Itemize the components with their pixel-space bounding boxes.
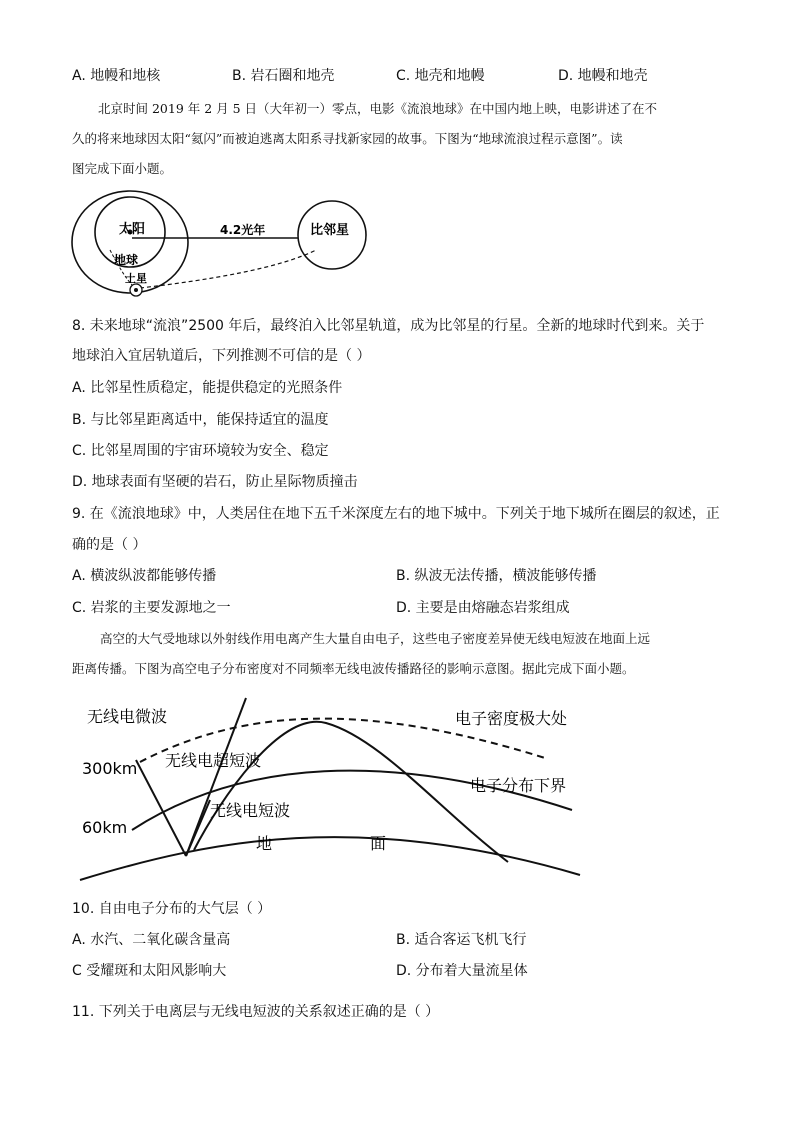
q11-stem: 11. 下列关于电离层与无线电短波的关系叙述正确的是（ ） — [72, 1004, 440, 1020]
q9-option-c: C. 岩浆的主要发源地之一 — [72, 600, 231, 616]
q8-option-d: D. 地球表面有坚硬的岩石，防止星际物质撞击 — [72, 474, 358, 490]
q8-option-a: A. 比邻星性质稳定，能提供稳定的光照条件 — [72, 380, 343, 396]
q7-option-a: A. 地幔和地核 — [72, 68, 161, 84]
q10-option-b: B. 适合客运飞机飞行 — [396, 932, 527, 948]
q9-option-d: D. 主要是由熔融态岩浆组成 — [396, 600, 570, 616]
passage2-line1: 高空的大气受地球以外射线作用电离产生大量自由电子，这些电子密度差异使无线电短波在地面上远 — [100, 631, 651, 646]
q8-option-c: C. 比邻星周围的宇宙环境较为安全、稳定 — [72, 443, 329, 459]
earth-label: 地球 — [114, 253, 139, 267]
q9-option-b: B. 纵波无法传播，横波能够传播 — [396, 568, 597, 584]
q9-stem-line2: 确的是（ ） — [72, 537, 147, 553]
saturn-dot — [134, 288, 138, 292]
radio-wave-diagram — [60, 690, 600, 890]
height-60-label: 60km — [82, 818, 128, 837]
passage2-line2: 距离传播。下图为高空电子分布密度对不同频率无线电波传播路径的影响示意图。据此完成下面小题。 — [72, 661, 635, 676]
passage1-line1: 北京时间 2019 年 2 月 5 日（大年初一）零点，电影《流浪地球》在中国内地上映，电影讲述了在不 — [98, 101, 658, 116]
q9-stem-line1: 9. 在《流浪地球》中，人类居住在地下五千米深度左右的地下城中。下列关于地下城所在圈层的叙述，正 — [72, 506, 720, 522]
saturn-label: 土星 — [125, 272, 147, 285]
microwave-path-right — [186, 698, 246, 856]
earth-wandering-diagram — [60, 190, 380, 305]
q7-option-c: C. 地壳和地幔 — [396, 68, 485, 84]
distance-label: 4.2光年 — [220, 223, 266, 237]
proxima-label: 比邻星 — [310, 223, 350, 238]
q7-option-d: D. 地幔和地壳 — [558, 68, 648, 84]
q8-stem-line2: 地球泊入宜居轨道后，下列推测不可信的是（ ） — [72, 348, 371, 364]
q8-stem-line1: 8. 未来地球“流浪”2500 年后，最终泊入比邻星轨道，成为比邻星的行星。全新的地球时代到来。关于 — [72, 318, 705, 334]
shortwave-label: 无线电短波 — [210, 801, 291, 820]
sun-label: 太阳 — [119, 222, 146, 237]
height-300-label: 300km — [82, 759, 138, 778]
passage1-line3: 图完成下面小题。 — [72, 161, 173, 176]
ground-label-1: 地 — [256, 834, 273, 853]
ultrashort-label: 无线电超短波 — [165, 751, 262, 770]
q10-stem: 10. 自由电子分布的大气层（ ） — [72, 901, 272, 917]
lower-bound-label: 电子分布下界 — [470, 776, 567, 795]
q7-option-b: B. 岩石圈和地壳 — [232, 68, 335, 84]
microwave-label: 无线电微波 — [87, 707, 168, 726]
q10-option-a: A. 水汽、二氧化碳含量高 — [72, 932, 231, 948]
microwave-path-left — [136, 760, 186, 856]
q8-option-b: B. 与比邻星距离适中，能保持适宜的温度 — [72, 412, 329, 428]
q9-option-a: A. 横波纵波都能够传播 — [72, 568, 217, 584]
q10-option-c: C 受耀斑和太阳风影响大 — [72, 963, 227, 979]
passage1-line2: 久的将来地球因太阳“氦闪”而被迫逃离太阳系寻找新家园的故事。下图为“地球流浪过程示意图”。读 — [72, 131, 623, 146]
q10-option-d: D. 分布着大量流星体 — [396, 963, 528, 979]
density-max-label: 电子密度极大处 — [455, 709, 568, 728]
shortwave-reflected-path — [194, 722, 508, 862]
ground-label-2: 面 — [370, 834, 387, 853]
